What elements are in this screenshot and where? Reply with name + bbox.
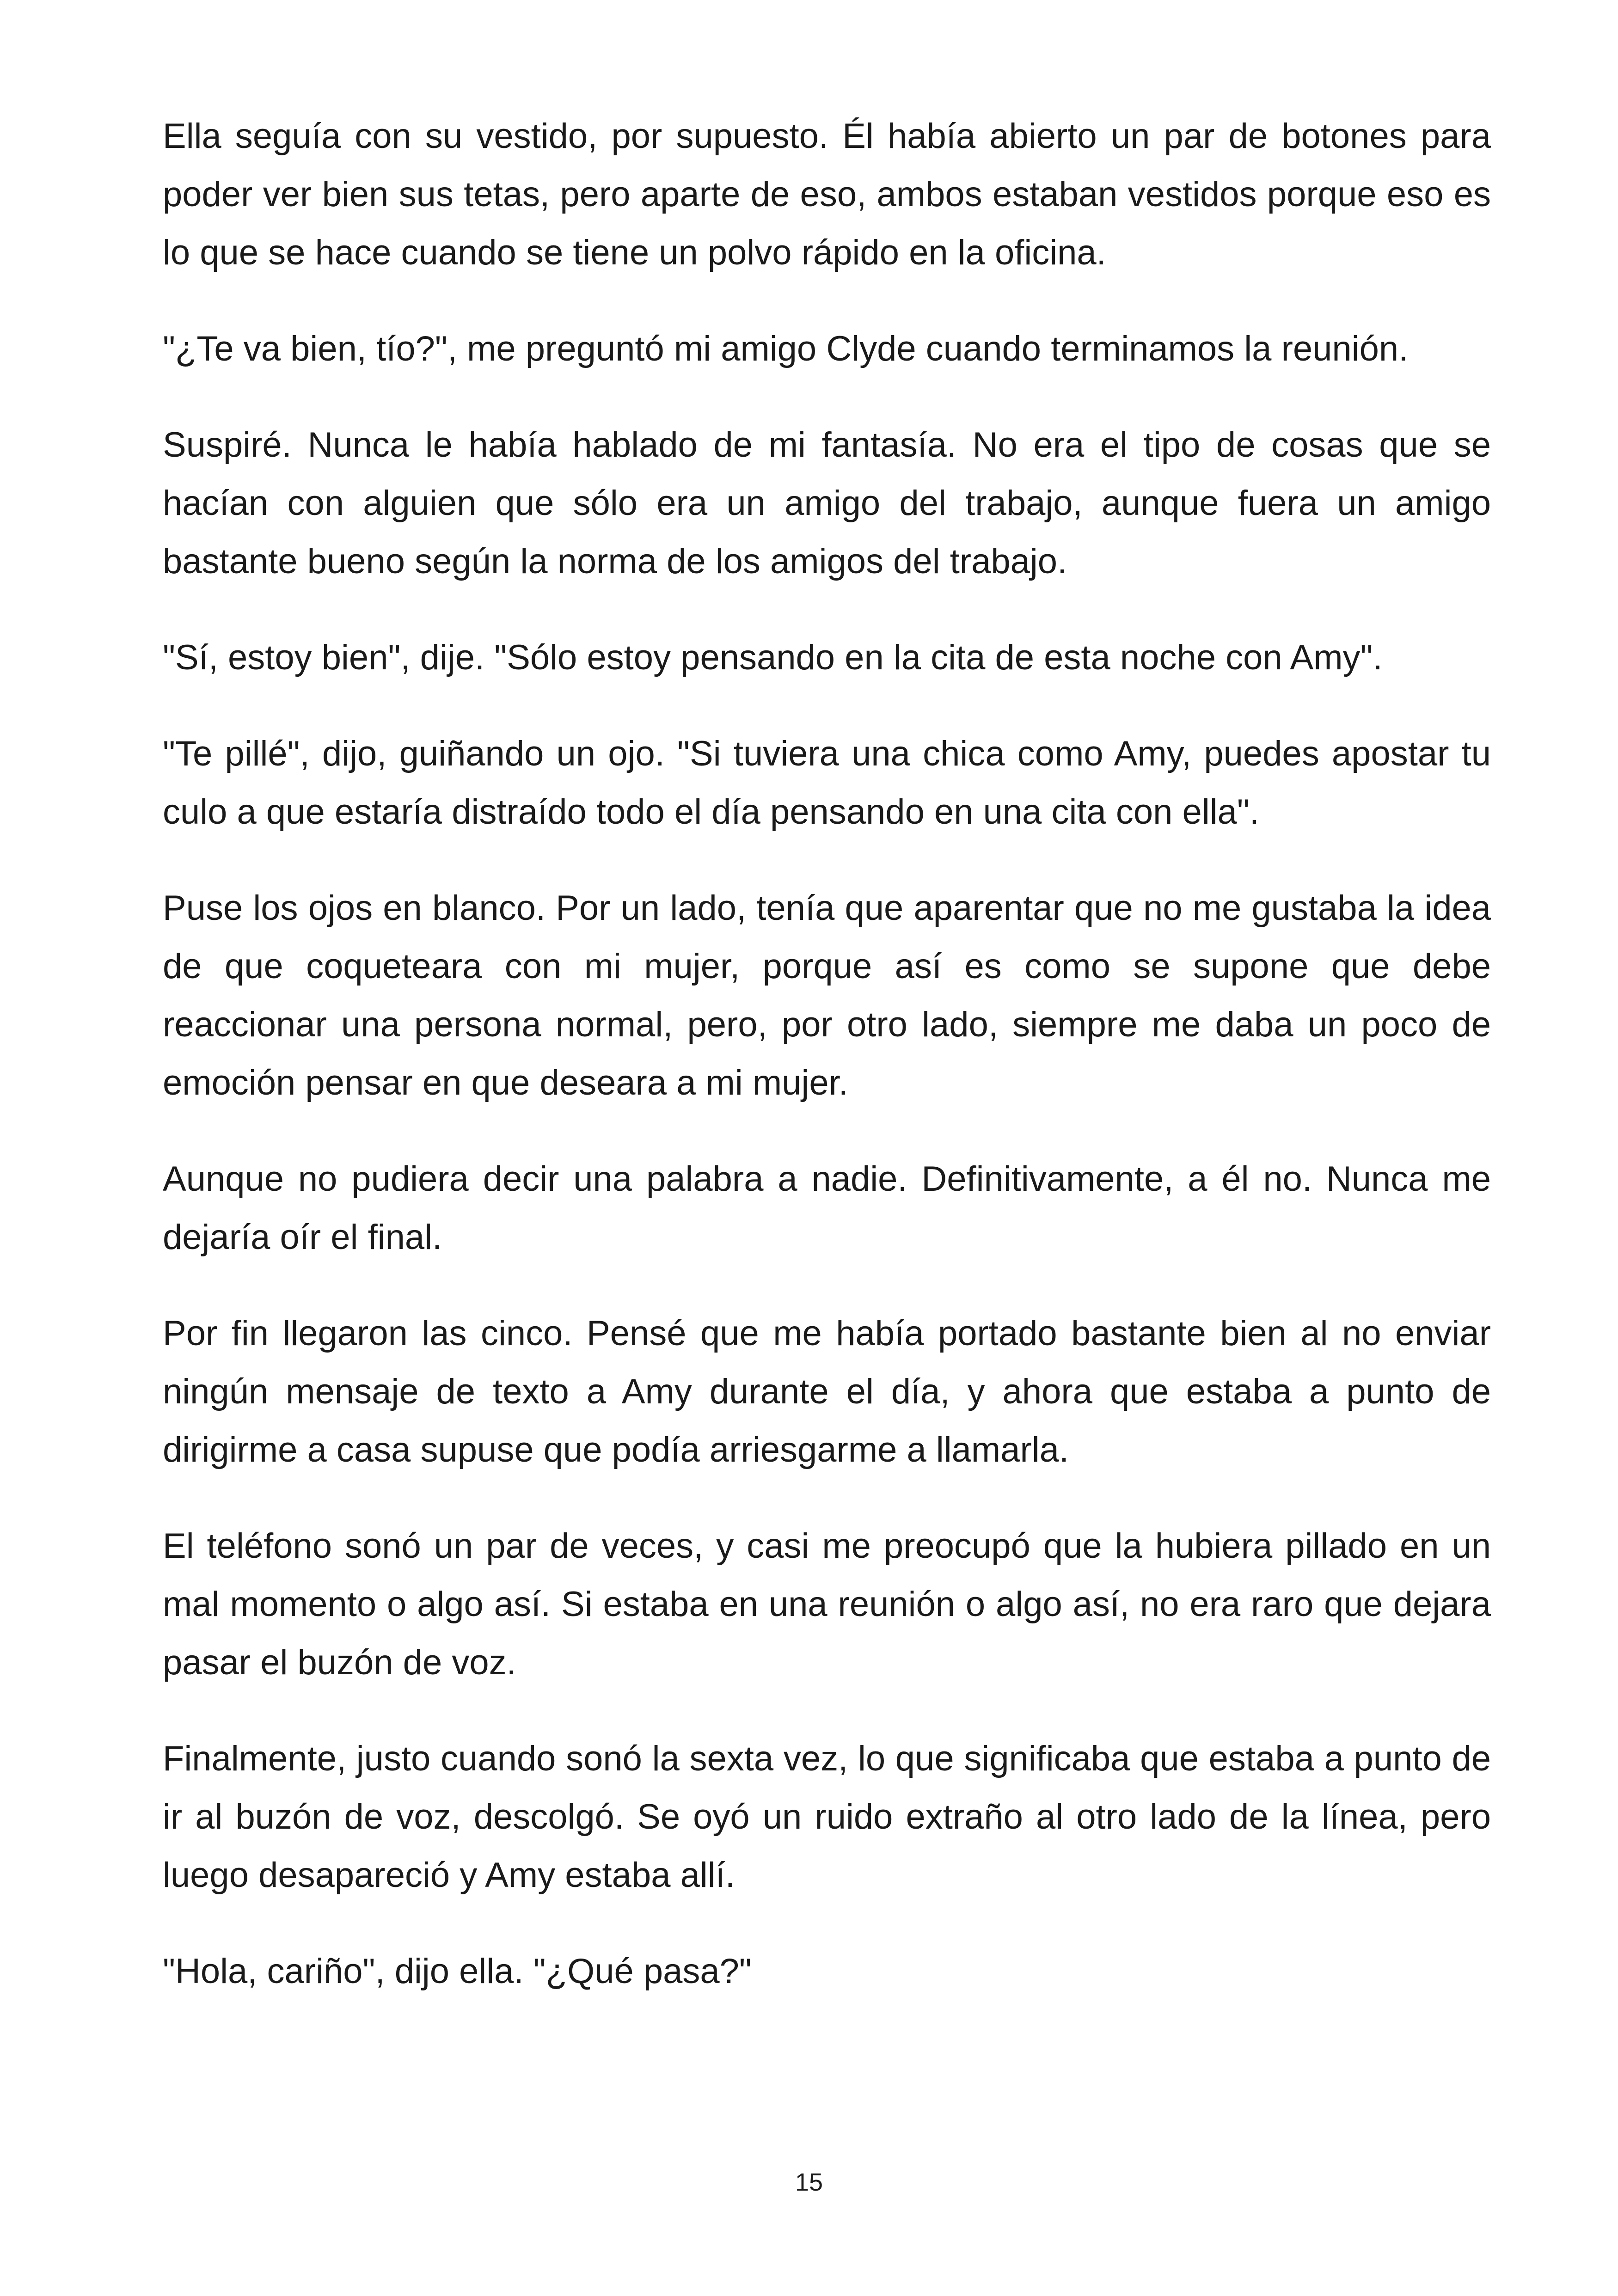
paragraph: "Te pillé", dijo, guiñando un ojo. "Si tuviera una chica como Amy, puedes apostar tu culo a que estaría distraído todo el día pensando en una cita con ella".: [163, 734, 1491, 832]
paragraph: "¿Te va bien, tío?", me preguntó mi amigo Clyde cuando terminamos la reunión.: [163, 329, 1409, 368]
paragraph: "Sí, estoy bien", dije. "Sólo estoy pensando en la cita de esta noche con Amy".: [163, 638, 1383, 677]
paragraph: "Hola, cariño", dijo ella. "¿Qué pasa?": [163, 1952, 752, 1991]
paragraph: Puse los ojos en blanco. Por un lado, tenía que aparentar que no me gustaba la idea de que coqueteara con mi mujer, porque así es como se supone que debe reaccionar una persona normal, pero, por otro lado, siempre me daba un poco de emoción pensar en que deseara a mi mujer.: [163, 888, 1491, 1102]
paragraph: El teléfono sonó un par de veces, y casi me preocupó que la hubiera pillado en un mal momento o algo así. Si estaba en una reunión o algo así, no era raro que dejara pasar el buzón de voz.: [163, 1526, 1491, 1682]
paragraph: Suspiré. Nunca le había hablado de mi fantasía. No era el tipo de cosas que se hacían con alguien que sólo era un amigo del trabajo, aunque fuera un amigo bastante bueno según la norma de los amigos del trabajo.: [163, 425, 1491, 581]
document-body: [163, 107, 1491, 2039]
paragraph: Por fin llegaron las cinco. Pensé que me había portado bastante bien al no enviar ningún mensaje de texto a Amy durante el día, y ahora que estaba a punto de dirigirme a casa supuse que podía arriesgarme a llamarla.: [163, 1314, 1491, 1469]
paragraph: Finalmente, justo cuando sonó la sexta vez, lo que significaba que estaba a punto de ir al buzón de voz, descolgó. Se oyó un ruido extraño al otro lado de la línea, pero luego desapareció y Amy estaba allí.: [163, 1739, 1491, 1895]
paragraph: Aunque no pudiera decir una palabra a nadie. Definitivamente, a él no. Nunca me dejaría oír el final.: [163, 1159, 1491, 1257]
paragraph: Ella seguía con su vestido, por supuesto. Él había abierto un par de botones para poder ver bien sus tetas, pero aparte de eso, ambos estaban vestidos porque eso es lo que se hace cuando se tiene un polvo rápido en la oficina.: [163, 116, 1491, 272]
page-number: 15: [795, 2168, 823, 2196]
